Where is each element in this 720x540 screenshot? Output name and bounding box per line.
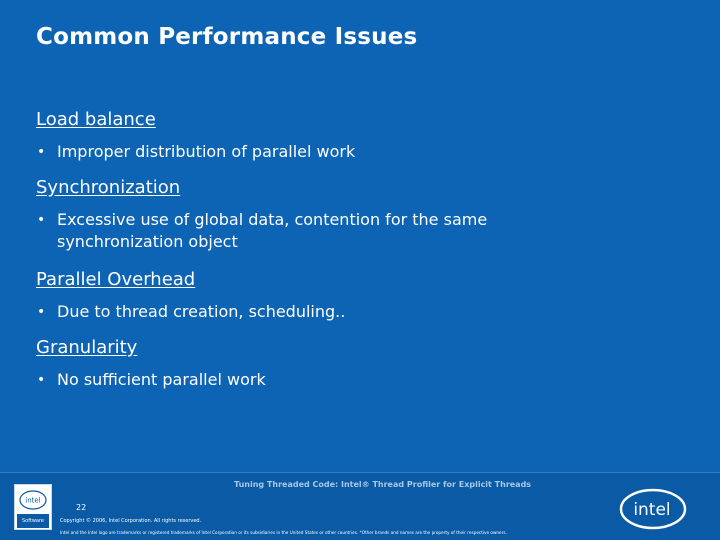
intel-logo-icon <box>618 486 688 532</box>
bullet-text: Improper distribution of parallel work <box>57 142 356 161</box>
section-parallel-overhead <box>36 269 577 323</box>
section-heading: Parallel Overhead <box>36 269 196 290</box>
copyright-text: Copyright © 2006, Intel Corporation. All rights reserved. <box>60 518 202 524</box>
section-heading: Granularity <box>36 337 138 358</box>
software-label: Software <box>17 514 49 528</box>
slide-title: Common Performance Issues <box>36 24 418 50</box>
section-load-balance <box>36 109 577 163</box>
intel-badge-logo-icon <box>18 488 48 512</box>
bullet-item <box>36 209 577 253</box>
badge-logo-text: intel <box>25 496 41 505</box>
page-number: 22 <box>76 503 87 512</box>
bullet-item <box>36 301 577 323</box>
bullet-item <box>36 141 577 163</box>
section-heading: Load balance <box>36 109 156 130</box>
bullet-text: Excessive use of global data, contention for the same synchronization object <box>57 210 488 251</box>
bullet-text: Due to thread creation, scheduling.. <box>57 302 346 321</box>
legal-text: Intel and the Intel logo are trademarks or registered trademarks of Intel Corporation or its subsidiaries in the United States or other countries. *Other brands and names are the property of their respective owners. <box>60 530 507 535</box>
software-badge <box>14 484 52 530</box>
section-granularity <box>36 337 577 391</box>
bullet-icon: • <box>37 212 46 228</box>
section-synchronization <box>36 177 577 253</box>
bullet-item <box>36 369 577 391</box>
bullet-icon: • <box>37 304 46 320</box>
section-heading: Synchronization <box>36 177 181 198</box>
footer-divider <box>0 472 720 473</box>
bullet-text: No sufficient parallel work <box>57 370 266 389</box>
logo-text: intel <box>633 500 671 520</box>
footer-title: Tuning Threaded Code: Intel® Thread Profiler for Explicit Threads <box>234 480 532 489</box>
bullet-icon: • <box>37 372 46 388</box>
bullet-icon: • <box>37 144 46 160</box>
